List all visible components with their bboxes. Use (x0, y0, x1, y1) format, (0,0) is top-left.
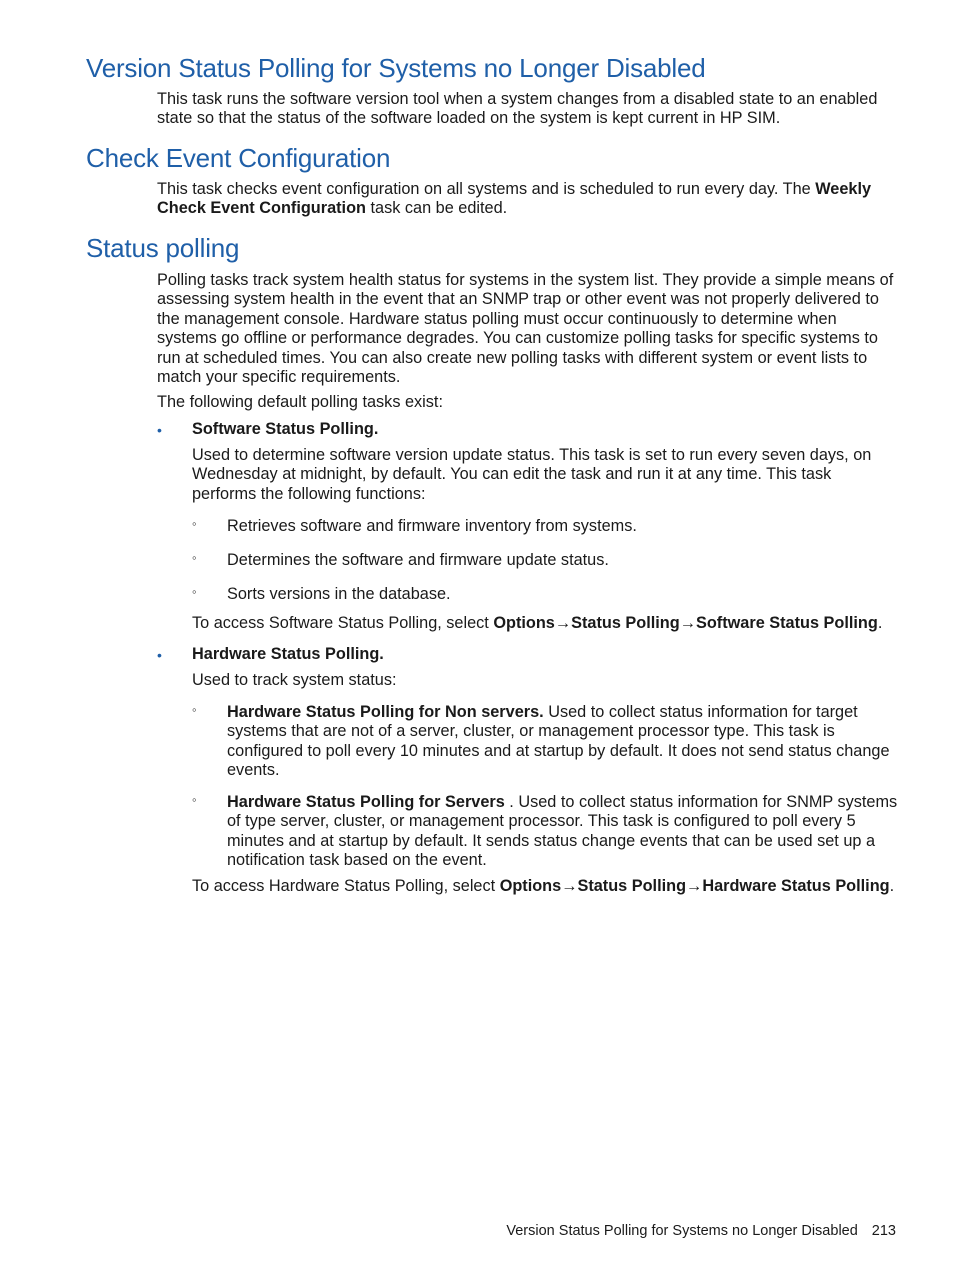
weekly-task-name: Weekly Check Event Configuration (157, 180, 872, 218)
hardware-item-non-servers: Hardware Status Polling for Non servers. Used to collect status information for target systems that are not of a server, cluster, or management processor type. This task is configured to poll every 10 minutes and at startup by default. It does not send status change events. (227, 703, 890, 780)
menu-item-status-polling: Status Polling (571, 614, 680, 632)
circle-bullet-icon: ◦ (192, 792, 197, 807)
menu-item-hardware-status-polling: Hardware Status Polling (702, 877, 890, 895)
software-function-item: Sorts versions in the database. (227, 585, 451, 603)
hardware-polling-desc: Used to track system status: (192, 671, 397, 689)
section-heading-status-polling: Status polling (86, 233, 240, 263)
section-heading-check-event: Check Event Configuration (86, 143, 391, 173)
software-polling-title: Software Status Polling. (192, 420, 379, 438)
polling-tasks-intro: The following default polling tasks exist: (157, 393, 443, 411)
arrow-icon: → (554, 614, 572, 632)
menu-item-options: Options (499, 877, 562, 895)
section-body-version-status: This task runs the software version tool when a system changes from a disabled state to an enabled state so that the status of the software loaded on the system is kept current in HP SIM. (157, 90, 878, 128)
bullet-icon: • (157, 647, 162, 663)
hardware-polling-title: Hardware Status Polling. (192, 645, 384, 663)
section-heading-version-status: Version Status Polling for Systems no Longer Disabled (86, 53, 706, 83)
menu-item-options: Options (493, 614, 555, 632)
section-body-status-polling: Polling tasks track system health status for systems in the system list. They provide a simple means of assessing system health in the event that an SNMP trap or other event was not properly delivered to the management console. Hardware status polling must occur continuously to determine when systems go offline or performance degrades. You can customize polling tasks for specific systems to run at scheduled times. You can also create new polling tasks with different system or event lists to match your specific requirements. (157, 271, 894, 387)
hardware-item-servers: Hardware Status Polling for Servers . Used to collect status information for SNMP systems of type server, cluster, or management processor. This task is configured to poll every 5 minutes and at startup by default. It sends status change events that can be used set up a notification task based on the event. (227, 793, 898, 870)
bullet-icon: • (157, 422, 162, 438)
arrow-icon: → (561, 877, 578, 895)
circle-bullet-icon: ◦ (192, 516, 197, 531)
page-footer (400, 1223, 896, 1239)
menu-item-status-polling: Status Polling (577, 877, 687, 895)
page-number: 213 (871, 1223, 896, 1239)
circle-bullet-icon: ◦ (192, 584, 197, 599)
section-body-check-event: This task checks event configuration on all systems and is scheduled to run every day. The Weekly Check Event Configuration task can be edited. (157, 180, 872, 218)
circle-bullet-icon: ◦ (192, 702, 197, 717)
menu-item-software-status-polling: Software Status Polling (695, 614, 878, 632)
hardware-access-path: To access Hardware Status Polling, select Options→Status Polling→Hardware Status Polling. (192, 877, 895, 895)
software-access-path: To access Software Status Polling, select Options→Status Polling→Software Status Polling. (192, 614, 883, 632)
arrow-icon: → (686, 877, 703, 895)
arrow-icon: → (679, 614, 696, 632)
software-polling-desc: Used to determine software version update status. This task is set to run every seven days, on Wednesday at midnight, by default. You can edit the task and run it at any time. This task performs the following functions: (192, 446, 872, 503)
circle-bullet-icon: ◦ (192, 550, 197, 565)
software-function-item: Retrieves software and firmware inventory from systems. (227, 517, 637, 535)
running-title: Version Status Polling for Systems no Longer Disabled (506, 1223, 858, 1239)
software-function-item: Determines the software and firmware update status. (227, 551, 609, 569)
